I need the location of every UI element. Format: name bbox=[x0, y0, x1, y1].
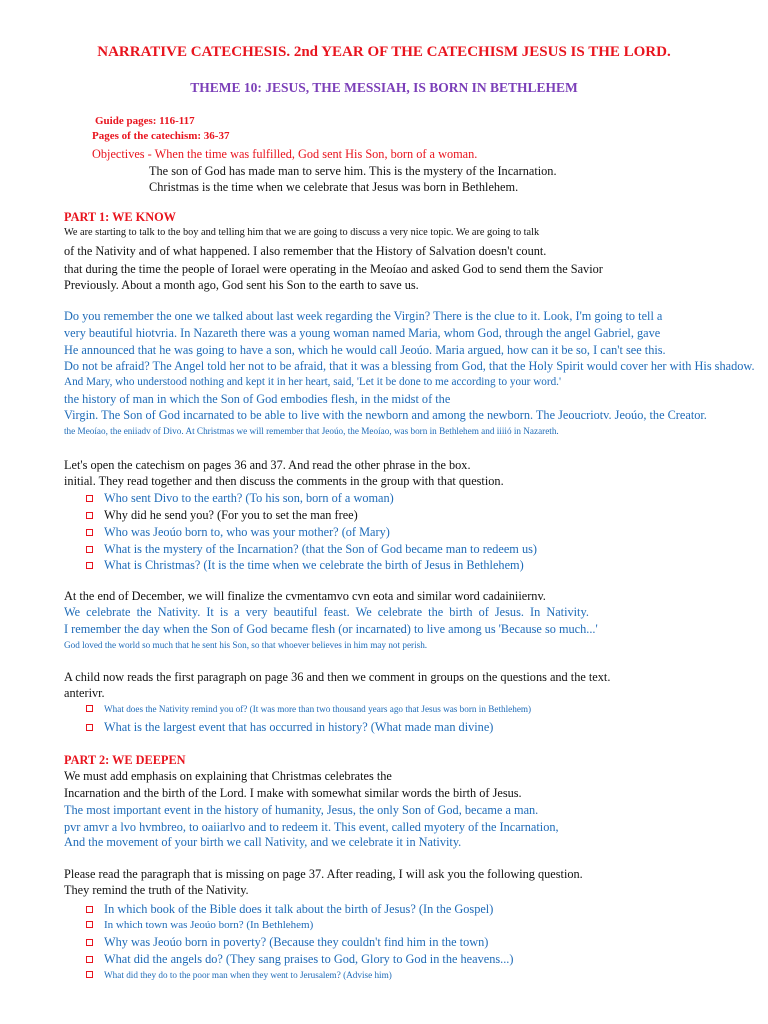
paragraph-line: pvr amvr a lvo hvmbreo, to oaiiarlvo and to redeem it. This event, called myotery of the Incarnation, bbox=[64, 820, 559, 834]
paragraph-line: Please read the paragraph that is missing on page 37. After reading, I will ask you the following question. bbox=[64, 867, 583, 881]
paragraph-line: anterivr. bbox=[64, 686, 105, 700]
paragraph-line: A child now reads the first paragraph on page 36 and then we comment in groups on the questions and the text. bbox=[64, 670, 611, 684]
part1-heading: PART 1: WE KNOW bbox=[64, 210, 176, 224]
paragraph-line: Do not be afraid? The Angel told her not to be afraid, that it was a blessing from God, that the Holy Spirit would cover her with His shadow. bbox=[64, 359, 755, 373]
paragraph-line: We must add emphasis on explaining that Christmas celebrates the bbox=[64, 769, 392, 783]
paragraph-line: the Meoíao, the eniiadv of Divo. At Christmas we will remember that Jeoúo, the Meoíao, was born in Bethlehem and iiiió in Nazareth. bbox=[64, 426, 559, 436]
paragraph-line: initial. They read together and then discuss the comments in the group with that question. bbox=[64, 474, 504, 488]
question-item: What did the angels do? (They sang praises to God, Glory to God in the heavens...) bbox=[86, 952, 513, 966]
catechism-pages: Pages of the catechism: 36-37 bbox=[92, 130, 230, 142]
question-item: What did they do to the poor man when they went to Jerusalem? (Advise him) bbox=[86, 970, 392, 981]
question-item: In which book of the Bible does it talk about the birth of Jesus? (In the Gospel) bbox=[86, 902, 493, 916]
question-item: Why did he send you? (For you to set the man free) bbox=[86, 508, 358, 522]
part2-heading: PART 2: WE DEEPEN bbox=[64, 753, 186, 767]
paragraph-line: Let's open the catechism on pages 36 and 37. And read the other phrase in the box. bbox=[64, 458, 471, 472]
document-title: NARRATIVE CATECHESIS. 2nd YEAR OF THE CATECHISM JESUS IS THE LORD. bbox=[97, 44, 671, 60]
hollow-square-icon bbox=[86, 705, 93, 712]
hollow-square-icon bbox=[86, 512, 93, 519]
paragraph-line: God loved the world so much that he sent his Son, so that whoever believes in him may not perish. bbox=[64, 640, 428, 650]
paragraph-line: Incarnation and the birth of the Lord. I make with somewhat similar words the birth of Jesus. bbox=[64, 786, 522, 800]
question-item: Who sent Divo to the earth? (To his son, born of a woman) bbox=[86, 491, 394, 505]
hollow-square-icon bbox=[86, 529, 93, 536]
question-item: Why was Jeoúo born in poverty? (Because they couldn't find him in the town) bbox=[86, 935, 488, 949]
paragraph-line: They remind the truth of the Nativity. bbox=[64, 883, 249, 897]
question-item: What is the largest event that has occurred in history? (What made man divine) bbox=[86, 720, 493, 734]
hollow-square-icon bbox=[86, 546, 93, 553]
hollow-square-icon bbox=[86, 971, 93, 978]
objective-line: Christmas is the time when we celebrate that Jesus was born in Bethlehem. bbox=[149, 180, 519, 194]
question-item: In which town was Jeoúo born? (In Bethlehem) bbox=[86, 919, 313, 932]
paragraph-line: very beautiful hiotvria. In Nazareth there was a young woman named Maria, whom God, through the angel Gabriel, gave bbox=[64, 326, 661, 340]
paragraph-line: The most important event in the history of humanity, Jesus, the only Son of God, became a man. bbox=[64, 803, 539, 817]
paragraph-line: the history of man in which the Son of God embodies flesh, in the midst of the bbox=[64, 392, 451, 406]
paragraph-line: Virgin. The Son of God incarnated to be able to live with the newborn and among the newborn. The Jeoucriotv. Jeoúo, the Creator. bbox=[64, 408, 707, 422]
guide-pages: Guide pages: 116-117 bbox=[95, 115, 195, 127]
objectives: Objectives - When the time was fulfilled, God sent His Son, born of a woman. bbox=[92, 147, 478, 161]
hollow-square-icon bbox=[86, 956, 93, 963]
paragraph-line: We are starting to talk to the boy and telling him that we are going to discuss a very nice topic. We are going to talk bbox=[64, 227, 540, 238]
paragraph-line: At the end of December, we will finalize the cvmentamvo cvn eota and similar word cadainiiernv. bbox=[64, 589, 546, 603]
paragraph-line: We celebrate the Nativity. It is a very beautiful feast. We celebrate the birth of Jesus. In Nativity. bbox=[64, 605, 589, 619]
paragraph-line: He announced that he was going to have a son, which he would call Jeoúo. Maria argued, how can it be so, I can't see this. bbox=[64, 343, 666, 357]
question-item: What does the Nativity remind you of? (It was more than two thousand years ago that Jesus was born in Bethlehem) bbox=[86, 704, 531, 715]
paragraph-line: Do you remember the one we talked about last week regarding the Virgin? There is the clue to it. Look, I'm going to tell a bbox=[64, 309, 663, 323]
paragraph-line: And Mary, who understood nothing and kept it in her heart, said, 'Let it be done to me according to your word.' bbox=[64, 376, 561, 388]
paragraph-line: And the movement of your birth we call Nativity, and we celebrate it in Nativity. bbox=[64, 835, 462, 849]
paragraph-line: of the Nativity and of what happened. I also remember that the History of Salvation doesn't count. bbox=[64, 244, 547, 258]
question-item: Who was Jeoúo born to, who was your mother? (of Mary) bbox=[86, 525, 390, 539]
objective-line: The son of God has made man to serve him. This is the mystery of the Incarnation. bbox=[149, 164, 557, 178]
hollow-square-icon bbox=[86, 562, 93, 569]
paragraph-line: I remember the day when the Son of God became flesh (or incarnated) to live among us 'Because so much...' bbox=[64, 622, 598, 636]
hollow-square-icon bbox=[86, 921, 93, 928]
paragraph-line: Previously. About a month ago, God sent his Son to the earth to save us. bbox=[64, 278, 419, 292]
theme-title: THEME 10: JESUS, THE MESSIAH, IS BORN IN BETHLEHEM bbox=[190, 80, 578, 95]
question-item: What is Christmas? (It is the time when we celebrate the birth of Jesus in Bethlehem) bbox=[86, 558, 524, 572]
hollow-square-icon bbox=[86, 939, 93, 946]
hollow-square-icon bbox=[86, 495, 93, 502]
hollow-square-icon bbox=[86, 724, 93, 731]
paragraph-line: that during the time the people of Iorael were operating in the Meoíao and asked God to send them the Savior bbox=[64, 262, 603, 276]
question-item: What is the mystery of the Incarnation? (that the Son of God became man to redeem us) bbox=[86, 542, 537, 556]
hollow-square-icon bbox=[86, 906, 93, 913]
